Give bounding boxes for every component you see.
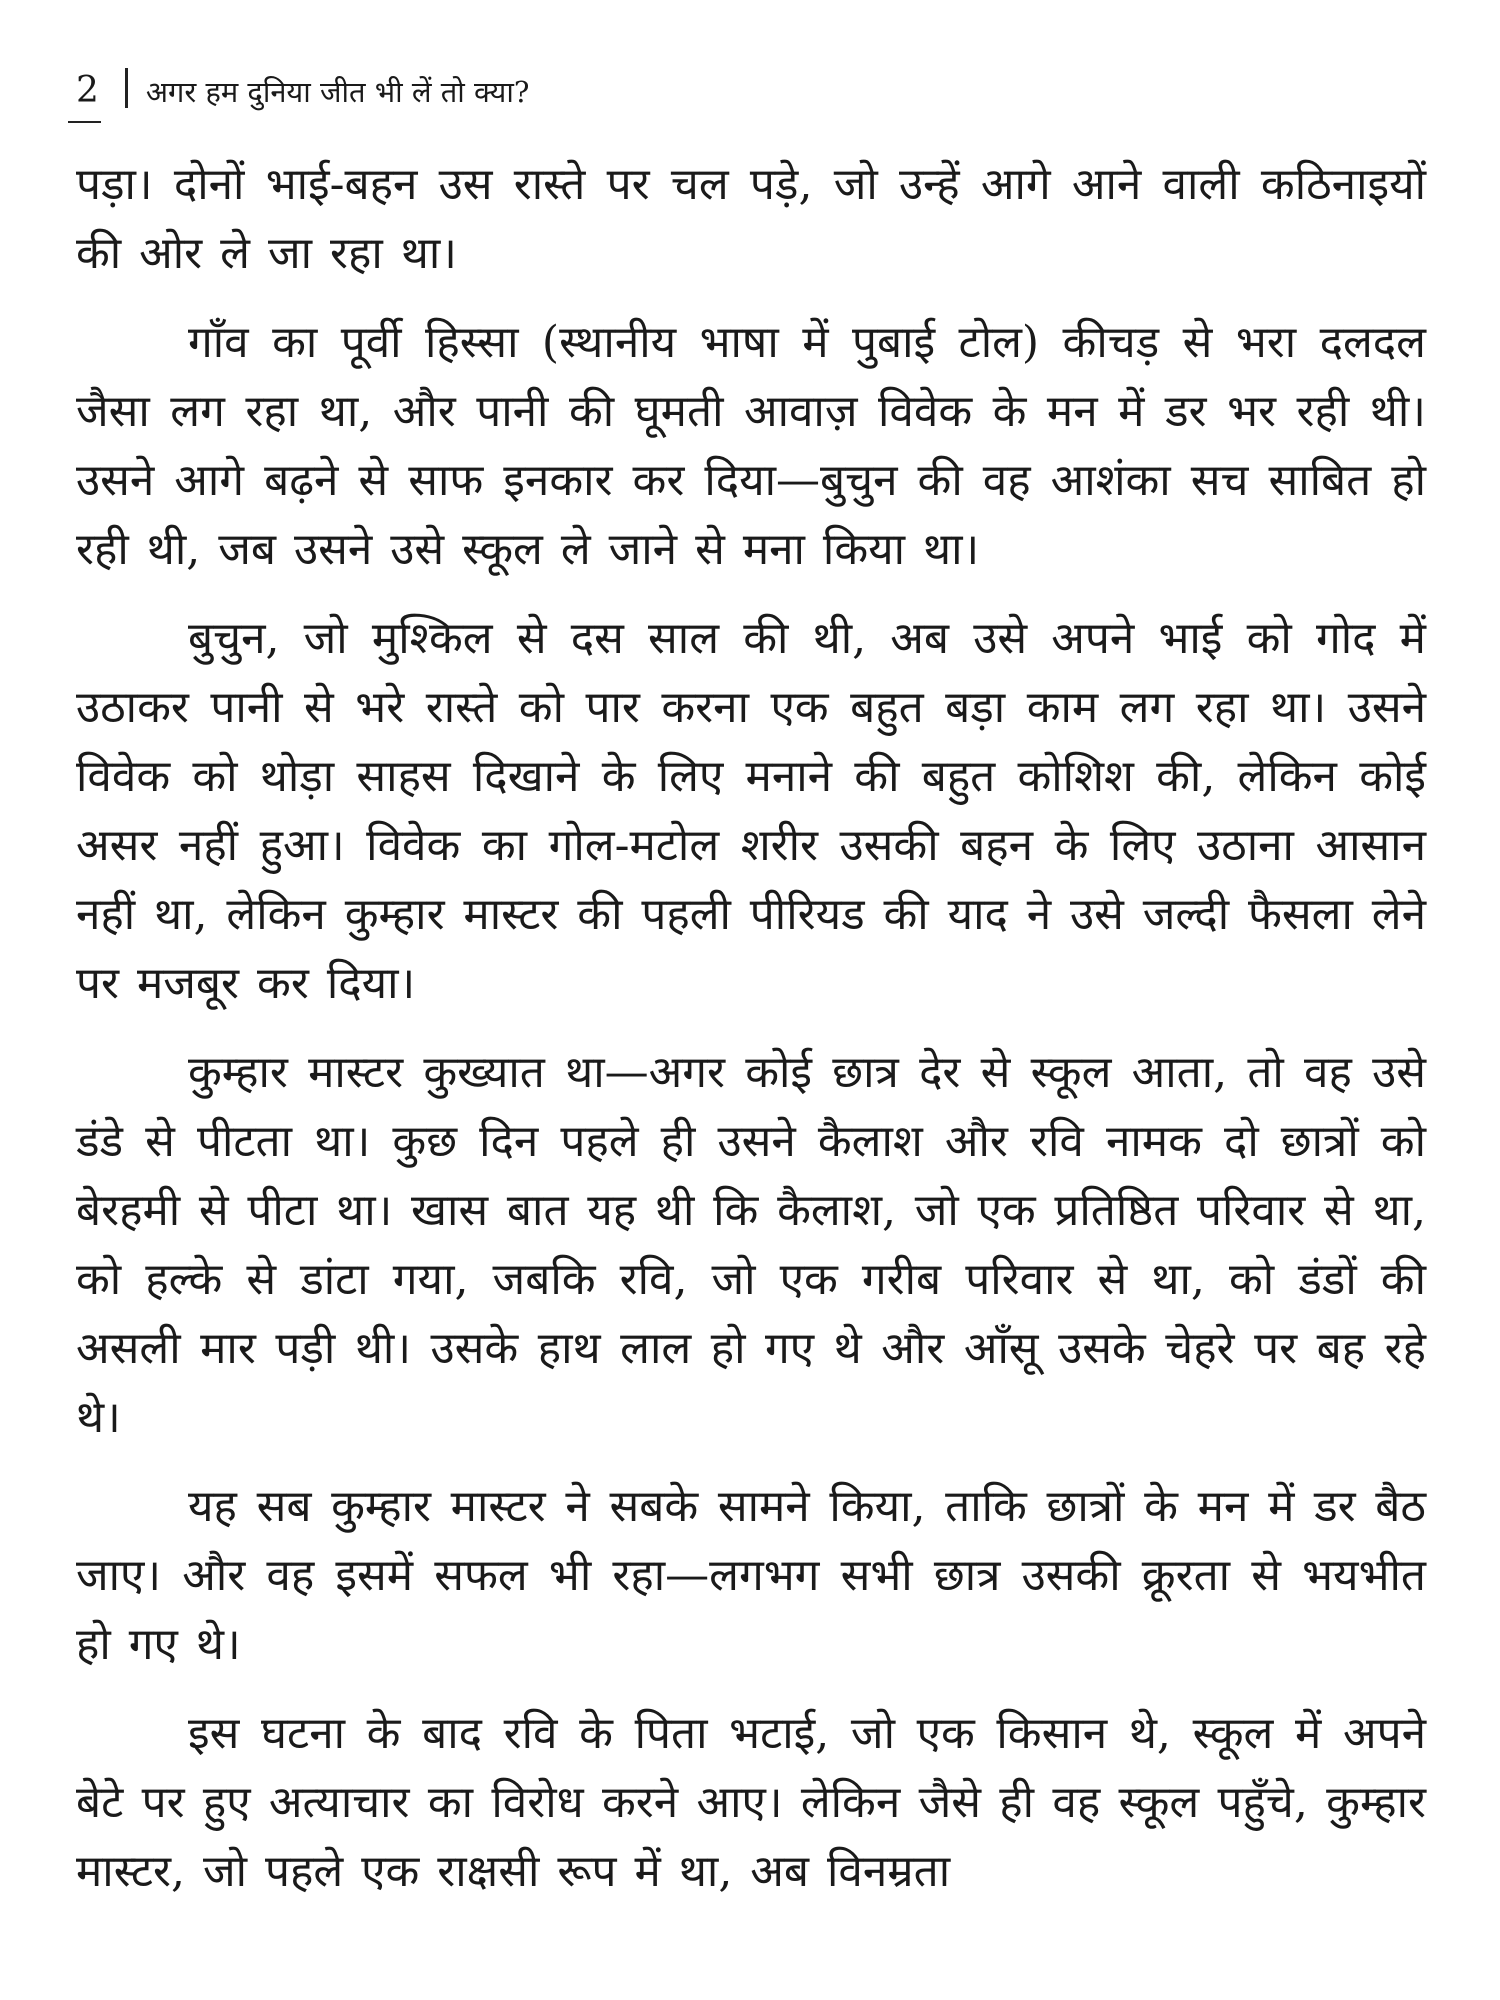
paragraph: कुम्हार मास्टर कुख्यात था—अगर कोई छात्र देर से स्कूल आता, तो वह उसे डंडे से पीटता था। कुछ दिन पहले ही उसने कैलाश और रवि नामक दो छात्रों को बेरहमी से पीटा था। खास बात यह थी कि कैलाश, जो एक प्रतिष्ठित परिवार से था, को हल्के से डांटा गया, जबकि रवि, जो एक गरीब परिवार से था, को डंडों की असली मार पड़ी थी। उसके हाथ लाल हो गए थे और आँसू उसके चेहरे पर बह रहे थे। xyxy=(76,1047,1426,1443)
paragraph: गाँव का पूर्वी हिस्सा (स्थानीय भाषा में पुबाई टोल) कीचड़ से भरा दलदल जैसा लग रहा था, और पानी की घूमती आवाज़ विवेक के मन में डर भर रही थी। उसने आगे बढ़ने से साफ इनकार कर दिया—बुचुन की वह आशंका सच साबित हो रही थी, जब उसने उसे स्कूल ले जाने से मना किया था। xyxy=(76,317,1426,575)
book-title: अगर हम दुनिया जीत भी लें तो क्या? xyxy=(145,75,530,109)
header-divider xyxy=(125,68,128,108)
page-number: 2 xyxy=(76,70,99,111)
running-header xyxy=(76,62,529,112)
paragraph: यह सब कुम्हार मास्टर ने सबके सामने किया, ताकि छात्रों के मन में डर बैठ जाए। और वह इसमें सफल भी रहा—लगभग सभी छात्र उसकी क्रूरता से भयभीत हो गए थे। xyxy=(76,1481,1426,1670)
paragraph: बुचुन, जो मुश्किल से दस साल की थी, अब उसे अपने भाई को गोद में उठाकर पानी से भरे रास्ते को पार करना एक बहुत बड़ा काम लग रहा था। उसने विवेक को थोड़ा साहस दिखाने के लिए मनाने की बहुत कोशिश की, लेकिन कोई असर नहीं हुआ। विवेक का गोल-मटोल शरीर उसकी बहन के लिए उठाना आसान नहीं था, लेकिन कुम्हार मास्टर की पहली पीरियड की याद ने उसे जल्दी फैसला लेने पर मजबूर कर दिया। xyxy=(76,613,1426,1009)
paragraph-continued: पड़ा। दोनों भाई-बहन उस रास्ते पर चल पड़े, जो उन्हें आगे आने वाली कठिनाइयों की ओर ले जा रहा था। xyxy=(76,159,1426,279)
paragraph: इस घटना के बाद रवि के पिता भटाई, जो एक किसान थे, स्कूल में अपने बेटे पर हुए अत्याचार का विरोध करने आए। लेकिन जैसे ही वह स्कूल पहुँचे, कुम्हार मास्टर, जो पहले एक राक्षसी रूप में था, अब विनम्रता xyxy=(76,1708,1426,1897)
body-text xyxy=(76,150,1426,1926)
